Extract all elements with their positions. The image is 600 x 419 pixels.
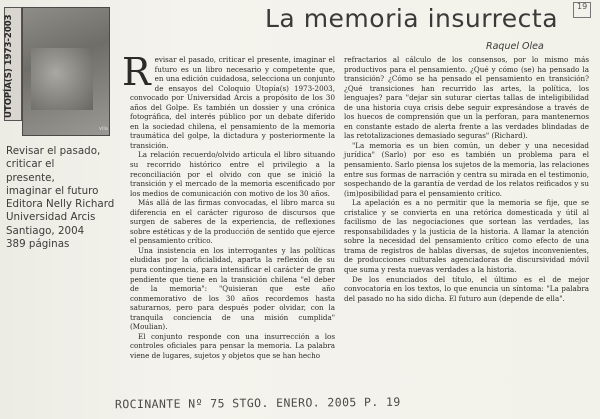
book-info-line: Universidad Arcis (6, 211, 96, 224)
paragraph: Una insistencia en los interrogantes y las políticas eludidas por la oficialidad, aparta la reflexión de su pura contingencia, para intensificar el carácter de gran pendiente que tiene en la transición chilena "el deber de la memoria": "Quisieran que este año conmemorativo de los 30 años recordemos hasta saturarnos, pero para después poder olvidar, con la tranquila conciencia de una misión cumplida" (Moulian). (130, 245, 335, 332)
book-info-line: 389 páginas (6, 238, 70, 251)
article-column-1 (122, 50, 335, 361)
cover-photo (31, 48, 93, 110)
paragraph: evisar el pasado, criticar el presente, imaginar el futuro es un libro necesario y competente que, en una edición cuidadosa, selecciona un conjunto de ensayos del Coloquio Utopía(s) 1973-2003, convocado por Universidad Arcis a propósito de los 30 años del Golpe. Es también un dossier y una crónica fotográfica, del interés público por un debate diferido en la sociedad chilena, el pensamiento de la memoria traumática del golpe, la dictadura y posteriormente la transición. (130, 55, 335, 150)
book-info-line: criticar el (6, 158, 55, 171)
paragraph: La apelación es a no permitir que la memoria se fije, que se cristalice y se convierta en una retórica domesticada y útil al facilismo de las negociaciones que sortean las verdades, las responsabilidades y la justicia de la historia. A llamar la atención sobre la necesidad del pensamiento crítico como efecto de una trama de registros de hablas diversas, de sujetos inconvenientes, de producciones culturales agenciadoras de discursividad móvil que suma y resta nuevas verdades a la historia. (344, 198, 589, 275)
paragraph: El conjunto responde con una insurrección a los controles oficiales para pensar la memoria. La palabra viene de lugares, sujetos y objetos que se han hecho (130, 331, 335, 360)
book-cover-image (22, 7, 110, 136)
paragraph: refractarios al cálculo de los consensos, por lo mismo más productivos para el pensamiento. ¿Qué y cómo (se) ha pensado la transición? ¿Cómo se ha pensado el pensamiento en transición? ¿Qué transiciones han recurrido las artes, la política, los lenguajes? para "dejar sin suturar ciertas tallas de inteligibilidad de una historia cuya crisis debe seguir expresándose a través de los huecos de comprensión que un la perforan, para mantenernos en constante estado de alerta frente a las verdades blindadas de las retotalizaciones demasiado seguras" (Richard). (344, 55, 589, 141)
drop-cap: R (122, 50, 151, 94)
book-spine-title: UTOPÍA(S) 1973-2003 (4, 14, 14, 118)
book-info-line: presente, (6, 171, 55, 184)
handwritten-source-note: ROCINANTE Nº 75 STGO. ENERO. 2005 P. 19 (114, 394, 401, 412)
article-column-2 (344, 55, 589, 303)
article-title: La memoria insurrecta (265, 4, 559, 33)
author-name: Raquel Olea (486, 41, 544, 52)
book-info-line: Revisar el pasado, (6, 145, 101, 157)
book-info-line: Editora Nelly Richard (6, 198, 115, 211)
book-info-line: imaginar el futuro (6, 184, 99, 197)
paragraph: La relación recuerdo/olvido articula el libro situando su recorrido histórico entre el privilegio a la reconciliación por el olvido con que se inició la transición y el mercado de la memoria escenificado por los medios de comunicación con motivo de los 30 años. (130, 150, 335, 198)
paragraph: Más allá de las firmas convocadas, el libro marca su diferencia en el carácter riguroso de discursos que surgen de saberes de la experiencia, de reflexiones sobre estéticas y de la producción de sentido que ejerce el pensamiento crítico. (130, 198, 335, 246)
paragraph: "La memoria es un bien común, un deber y una necesidad jurídica" (Sarlo) por eso es también un problema para el pensamiento. Sarlo piensa los sujetos de la memoria, las relaciones entre sus formas de narración y centra su mirada en el testimonio, sospechando de la garantía de verdad de los relatos reificados y su (im)posibilidad para el pensamiento crítico. (344, 140, 589, 198)
book-info-line: Santiago, 2004 (6, 224, 85, 237)
paragraph: De los enunciados del título, el último es el de mejor convocatoria en los textos, lo que enuncia un síntoma: "La palabra del pasado no ha sido dicha. El futuro aun (depende de ella". (344, 274, 589, 303)
cover-tag: vila (99, 126, 108, 132)
page-corner-number: 19 (577, 2, 588, 11)
book-info (6, 145, 116, 251)
